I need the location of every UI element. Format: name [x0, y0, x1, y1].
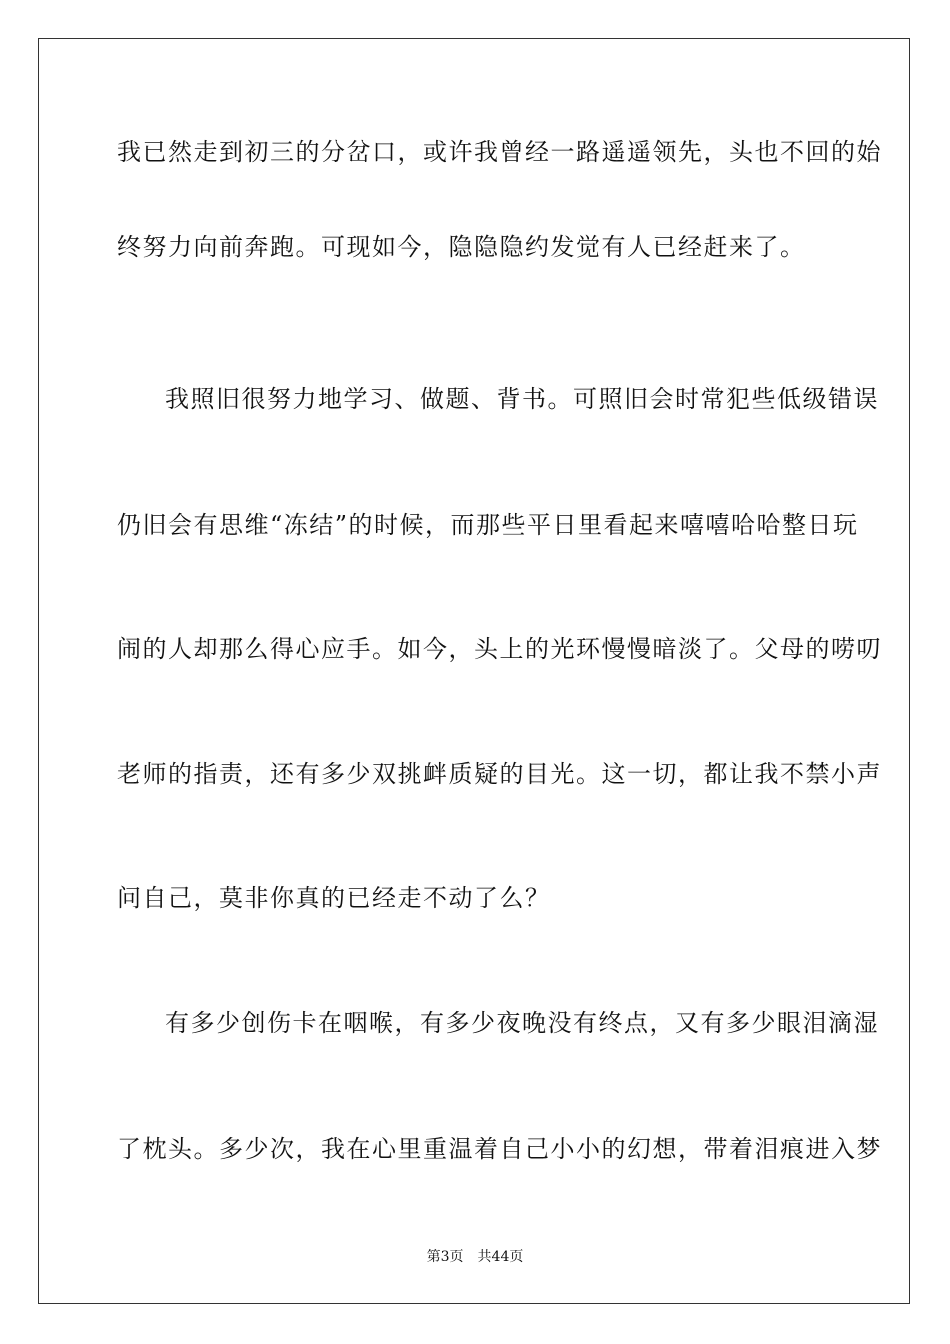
- page-footer: [0, 1248, 950, 1266]
- text-line: 终努力向前奔跑。可现如今，隐隐隐约发觉有人已经赶来了。: [117, 233, 806, 261]
- text-line: 闹的人却那么得心应手。如今，头上的光环慢慢暗淡了。父母的唠叨: [117, 635, 882, 663]
- text-line: 了枕头。多少次，我在心里重温着自己小小的幻想，带着泪痕进入梦: [117, 1135, 882, 1163]
- text-line: 问自己，莫非你真的已经走不动了么？: [117, 884, 551, 912]
- text-line: 我已然走到初三的分岔口，或许我曾经一路遥遥领先，头也不回的始: [117, 138, 882, 166]
- text-line-paragraph-start: 我照旧很努力地学习、做题、背书。可照旧会时常犯些低级错误: [165, 385, 879, 413]
- text-line: 老师的指责，还有多少双挑衅质疑的目光。这一切，都让我不禁小声: [117, 760, 882, 788]
- page-border: [38, 38, 910, 1304]
- text-line-paragraph-start: 有多少创伤卡在咽喉，有多少夜晚没有终点，又有多少眼泪滴湿: [165, 1009, 879, 1037]
- text-line: 仍旧会有思维“冻结”的时候，而那些平日里看起来嘻嘻哈哈整日玩: [117, 511, 859, 539]
- page-total: 共44页: [477, 1249, 524, 1265]
- page-number: 第3页: [426, 1249, 464, 1265]
